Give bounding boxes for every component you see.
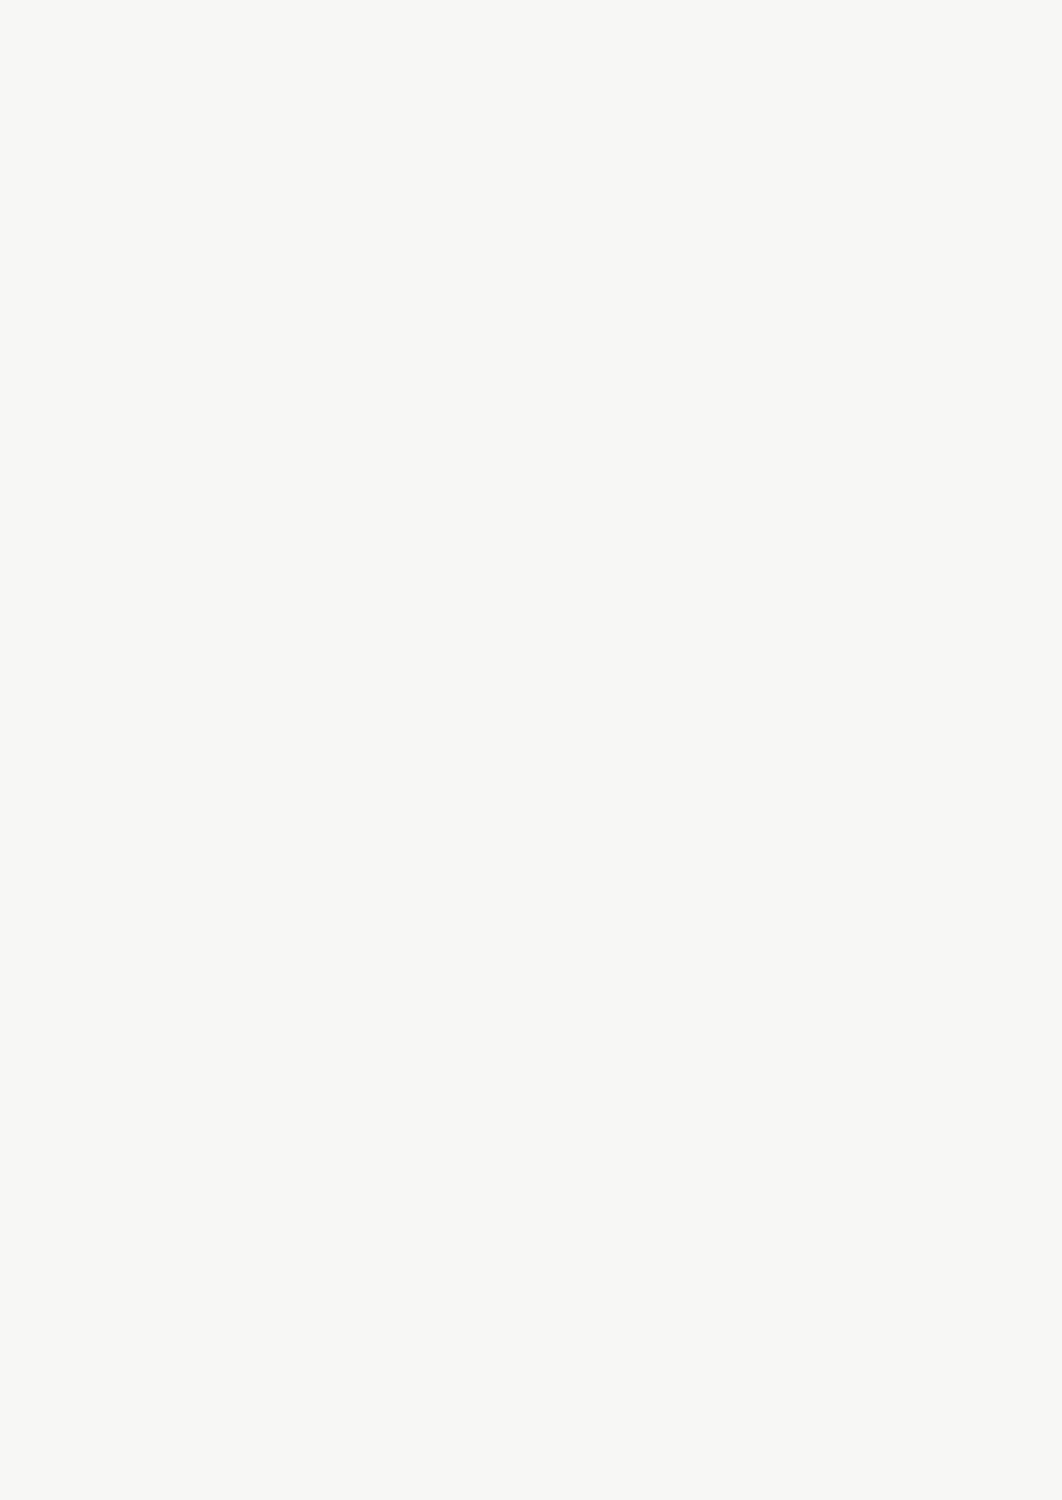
population-chart (660, 615, 920, 1315)
population-bar-chart (660, 615, 920, 1315)
